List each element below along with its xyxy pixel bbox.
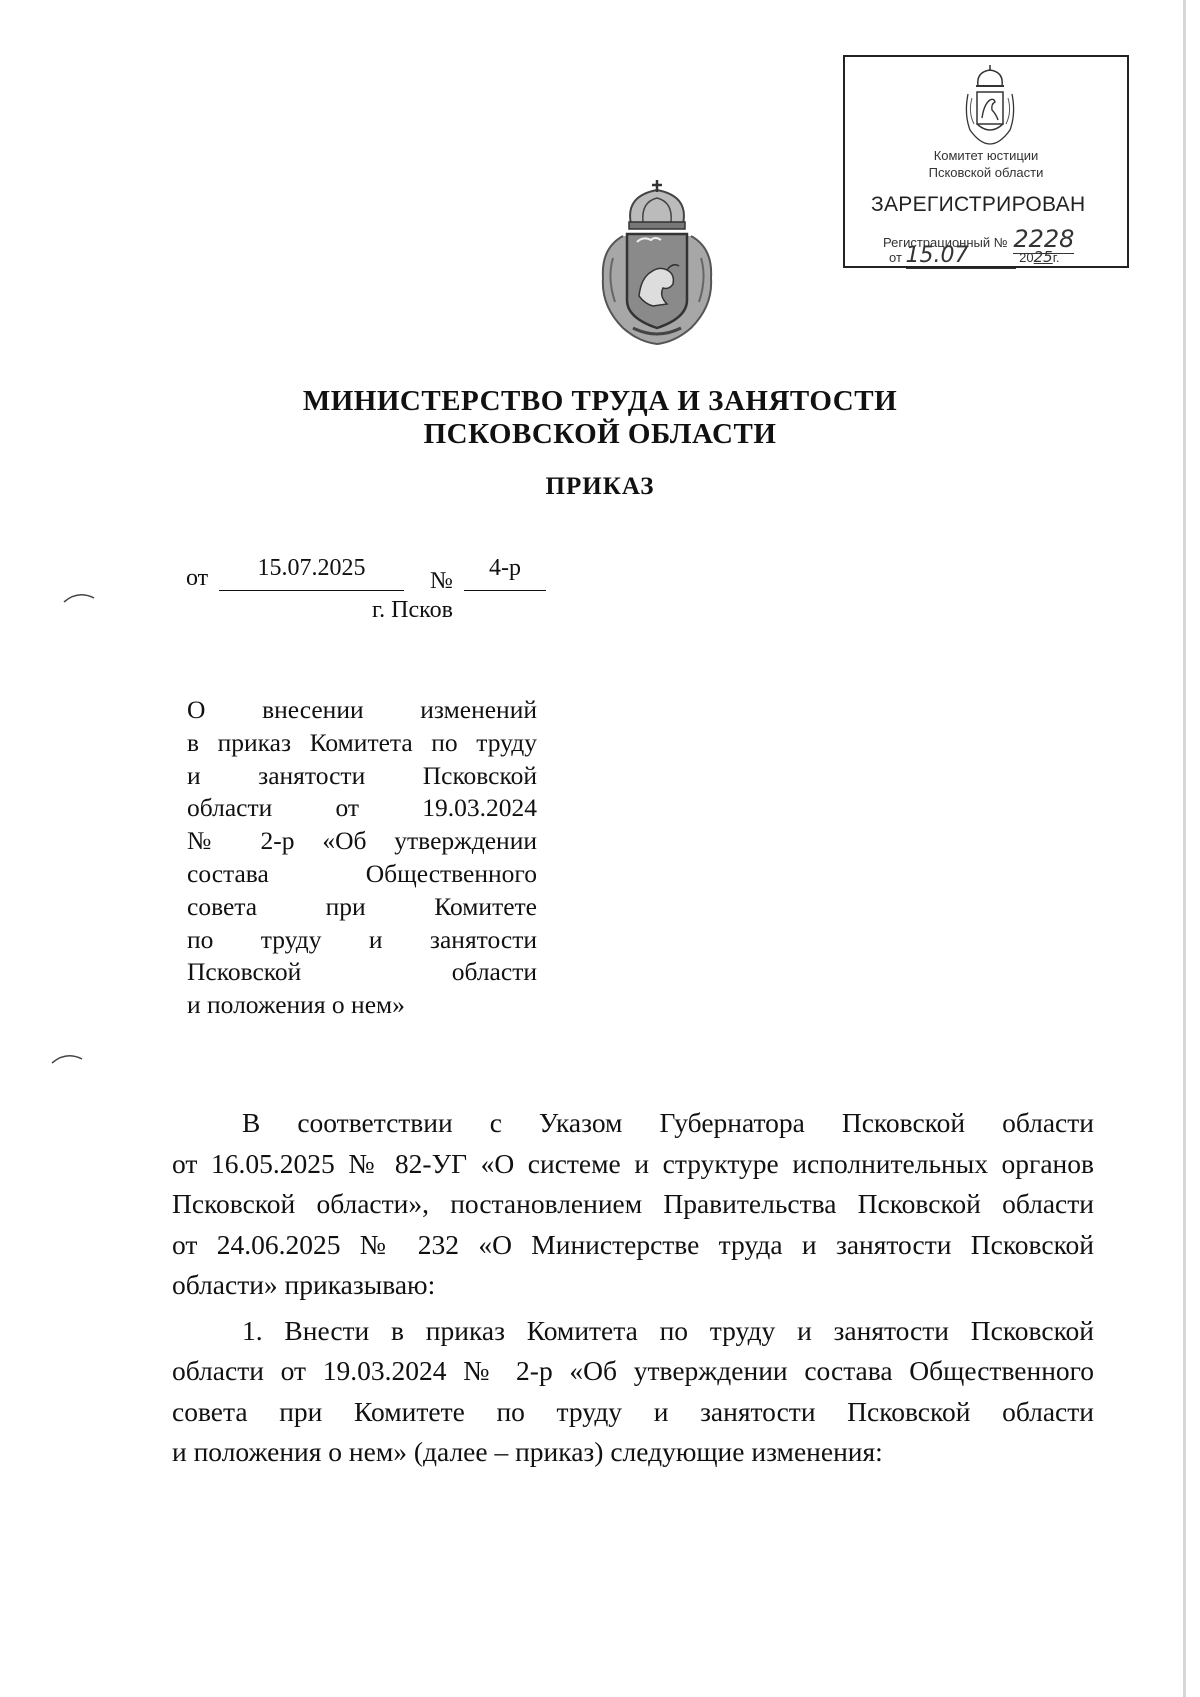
- subject-line: О внесении изменений: [187, 695, 537, 724]
- stamp-reg-label: Регистрационный №: [883, 235, 1008, 250]
- document-type: ПРИКАЗ: [545, 473, 655, 500]
- stamp-date-line: [889, 243, 1060, 269]
- date-label: от: [186, 565, 209, 591]
- registration-stamp: [843, 55, 1129, 268]
- stamp-reg-number: 2228: [1013, 225, 1075, 253]
- stamp-date-value: 15.07: [906, 243, 1016, 269]
- punch-mark-icon: [50, 1051, 84, 1065]
- paragraph-1-line: от 16.05.2025 № 82-УГ «О системе и структуре исполнительных органов: [172, 1147, 1094, 1179]
- subject-line: состава Общественного: [187, 858, 537, 888]
- stamp-year-suffix: г.: [1052, 250, 1060, 265]
- paragraph-1-line: от 24.06.2025 № 232 «О Министерстве труда и занятости Псковской: [172, 1228, 1094, 1260]
- ministry-name-line-2: ПСКОВСКОЙ ОБЛАСТИ: [423, 418, 777, 450]
- subject-line: и занятости Псковской: [187, 760, 537, 790]
- order-subject: [187, 694, 537, 1022]
- city: г. Псков: [372, 597, 453, 623]
- paragraph-1-line: В соответствии с Указом Губернатора Псковской области: [242, 1107, 1094, 1138]
- justice-committee-emblem-icon: [962, 64, 1018, 146]
- subject-line: Псковской области: [187, 957, 537, 987]
- number-label: №: [430, 568, 453, 594]
- paragraph-2-line: области от 19.03.2024 № 2-р «Об утверждении состава Общественного: [172, 1355, 1094, 1386]
- subject-line: № 2-р «Об утверждении: [187, 826, 537, 856]
- stamp-org-line-2: Псковской области: [928, 165, 1044, 180]
- stamp-status: ЗАРЕГИСТРИРОВАН: [871, 193, 1086, 216]
- paragraph-2-line: совета при Комитете по труду и занятости Псковской области: [172, 1395, 1094, 1427]
- paragraph-2-line: и положения о нем» (далее – приказ) следующие изменения:: [172, 1436, 883, 1467]
- pskov-coat-of-arms-icon: [593, 178, 721, 348]
- subject-line: области от 19.03.2024: [187, 793, 537, 823]
- subject-line: и положения о нем»: [187, 990, 405, 1020]
- paragraph-1-line: области» приказываю:: [172, 1269, 436, 1300]
- order-number: 4-р: [464, 555, 546, 591]
- ministry-name-line-1: МИНИСТЕРСТВО ТРУДА И ЗАНЯТОСТИ: [302, 385, 898, 417]
- subject-line: в приказ Комитета по труду: [187, 727, 537, 757]
- stamp-org-line-1: Комитет юстиции: [933, 148, 1039, 163]
- punch-mark-icon: [62, 590, 96, 604]
- order-body: [172, 1103, 1094, 1473]
- stamp-year-prefix: 20: [1019, 250, 1034, 265]
- scan-edge: [1183, 0, 1186, 1697]
- order-date: 15.07.2025: [219, 555, 404, 591]
- stamp-year: [1019, 250, 1059, 265]
- subject-line: по труду и занятости: [187, 924, 537, 954]
- paragraph-1-line: Псковской области», постановлением Правительства Псковской области: [172, 1188, 1094, 1219]
- stamp-year-value: 25: [1033, 248, 1053, 266]
- subject-line: совета при Комитете: [187, 891, 537, 921]
- paragraph-2-line: 1. Внести в приказ Комитета по труду и занятости Псковской: [242, 1314, 1094, 1346]
- stamp-date-prefix: от: [889, 250, 902, 265]
